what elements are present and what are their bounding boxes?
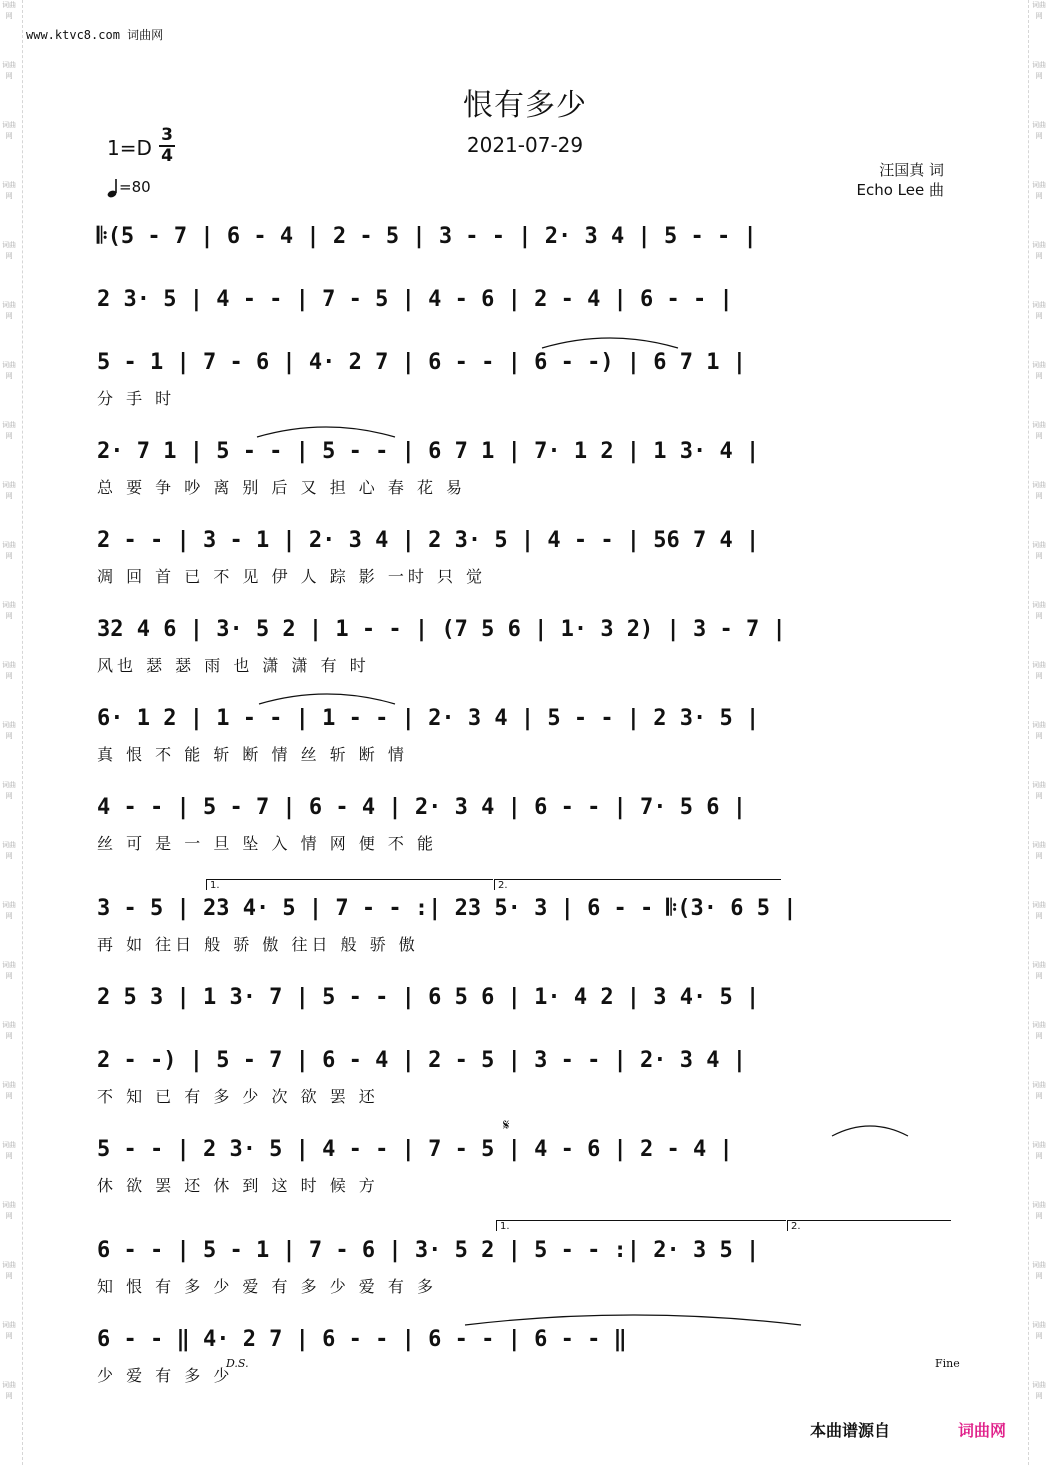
watermark-text: 词曲网 [1032, 1261, 1046, 1280]
volta-first: 1. [206, 879, 493, 890]
notation-line: 32 4 6 | 3· 5 2 | 1 - - | (7 5 6 | 1· 3 2) | 3 - 7 | [97, 617, 786, 642]
tie-arc [463, 1311, 803, 1327]
watermark-text: 词曲网 [1032, 181, 1046, 200]
watermark-text: 词曲网 [2, 661, 16, 680]
watermark-text: 词曲网 [1032, 421, 1046, 440]
ds-mark: D.S. [226, 1357, 249, 1370]
quarter-note-icon [107, 178, 119, 198]
lyrics-line: 不 知 已 有 多 少 次 欲 罢 还 [97, 1087, 379, 1106]
watermark-text: 词曲网 [2, 1201, 16, 1220]
lyrics-line: 凋 回 首 已 不 见 伊 人 踪 影 一时 只 觉 [97, 567, 487, 586]
notation-line: 6 - - ‖ 4· 2 7 | 6 - - | 6 - - | 6 - - ‖ [97, 1327, 627, 1352]
composer: Echo Lee 曲 [856, 181, 944, 199]
watermark-text: 词曲网 [2, 961, 16, 980]
watermark-text: 词曲网 [2, 1381, 16, 1400]
watermark-text: 词曲网 [2, 181, 16, 200]
right-margin-line [1028, 0, 1029, 1465]
watermark-text: 词曲网 [2, 241, 16, 260]
key-signature: 1=D [107, 136, 152, 160]
time-top: 3 [161, 125, 173, 145]
footer-source: 本曲谱源自 [810, 1421, 891, 1440]
watermark-text: 词曲网 [2, 121, 16, 140]
watermark-text: 词曲网 [1032, 781, 1046, 800]
tempo-value: =80 [119, 178, 151, 196]
watermark-text: 词曲网 [2, 1081, 16, 1100]
watermark-text: 词曲网 [2, 61, 16, 80]
watermark-text: 词曲网 [1032, 1081, 1046, 1100]
watermark-text: 词曲网 [2, 901, 16, 920]
notation-line: 2 3· 5 | 4 - - | 7 - 5 | 4 - 6 | 2 - 4 | 6 - - | [97, 287, 733, 312]
watermark-text: 词曲网 [1032, 1141, 1046, 1160]
notation-line: 2 5 3 | 1 3· 7 | 5 - - | 6 5 6 | 1· 4 2 | 3 4· 5 | [97, 985, 760, 1010]
watermark-text: 词曲网 [1032, 721, 1046, 740]
lyricist: 汪国真 词 [879, 161, 944, 179]
watermark-text: 词曲网 [1032, 361, 1046, 380]
watermark-text: 词曲网 [1032, 1381, 1046, 1400]
notation-line: 5 - - | 2 3· 5 | 4 - - | 7 - 5 | 4 - 6 | 2 - 4 | [97, 1137, 733, 1162]
watermark-column-right [1032, 0, 1046, 1465]
footer-brand[interactable]: 词曲网 [958, 1421, 1007, 1440]
time-bottom: 4 [161, 146, 173, 166]
watermark-text: 词曲网 [1032, 1, 1046, 20]
watermark-text: 词曲网 [1032, 1321, 1046, 1340]
song-date: 2021-07-29 [466, 133, 584, 157]
time-signature [158, 126, 176, 166]
notation-line: 4 - - | 5 - 7 | 6 - 4 | 2· 3 4 | 6 - - | 7· 5 6 | [97, 795, 747, 820]
watermark-text: 词曲网 [1032, 481, 1046, 500]
lyrics-line: 总 要 争 吵 离 别 后 又 担 心 春 花 易 [97, 478, 467, 497]
watermark-text: 词曲网 [2, 721, 16, 740]
left-margin-line [22, 0, 23, 1465]
lyrics-line: 风也 瑟 瑟 雨 也 潇 潇 有 时 [97, 656, 370, 675]
fine-mark: Fine [935, 1357, 960, 1370]
tie-arc [257, 690, 397, 706]
lyrics-line: 再 如 往日 般 骄 傲 往日 般 骄 傲 [97, 935, 419, 954]
watermark-text: 词曲网 [2, 301, 16, 320]
watermark-text: 词曲网 [2, 1, 16, 20]
watermark-text: 词曲网 [2, 1261, 16, 1280]
watermark-text: 词曲网 [2, 361, 16, 380]
watermark-text: 词曲网 [2, 421, 16, 440]
watermark-text: 词曲网 [1032, 1201, 1046, 1220]
lyrics-line: 分 手 时 [97, 389, 176, 408]
notation-line: 𝄆(5 - 7 | 6 - 4 | 2 - 5 | 3 - - | 2· 3 4 | 5 - - | [97, 224, 757, 249]
watermark-column-left [2, 0, 16, 1465]
notation-line: 6· 1 2 | 1 - - | 1 - - | 2· 3 4 | 5 - - | 2 3· 5 | [97, 706, 760, 731]
site-url[interactable]: www.ktvc8.com 词曲网 [26, 28, 164, 42]
watermark-text: 词曲网 [2, 601, 16, 620]
watermark-text: 词曲网 [1032, 541, 1046, 560]
tie-arc [540, 334, 680, 350]
watermark-text: 词曲网 [1032, 901, 1046, 920]
watermark-text: 词曲网 [1032, 601, 1046, 620]
volta-second: 2. [494, 879, 781, 890]
watermark-text: 词曲网 [2, 541, 16, 560]
segno-icon: 𝄋 [503, 1116, 510, 1134]
notation-line: 2· 7 1 | 5 - - | 5 - - | 6 7 1 | 7· 1 2 | 1 3· 4 | [97, 439, 760, 464]
notation-line: 6 - - | 5 - 1 | 7 - 6 | 3· 5 2 | 5 - - :| 2· 3 5 | [97, 1238, 760, 1263]
song-title: 恨有多少 [463, 88, 587, 123]
notation-line: 5 - 1 | 7 - 6 | 4· 2 7 | 6 - - | 6 - -) | 6 7 1 | [97, 350, 747, 375]
tie-arc [830, 1122, 910, 1138]
watermark-text: 词曲网 [2, 481, 16, 500]
lyrics-line: 真 恨 不 能 斩 断 情 丝 斩 断 情 [97, 745, 408, 764]
volta-first: 1. [496, 1220, 786, 1231]
lyrics-line: 丝 可 是 一 旦 坠 入 情 网 便 不 能 [97, 834, 437, 853]
lyrics-line: 知 恨 有 多 少 爱 有 多 少 爱 有 多 [97, 1277, 437, 1296]
watermark-text: 词曲网 [1032, 301, 1046, 320]
volta-second: 2. [787, 1220, 951, 1231]
tempo-mark [107, 178, 151, 198]
watermark-text: 词曲网 [1032, 841, 1046, 860]
watermark-text: 词曲网 [2, 1021, 16, 1040]
watermark-text: 词曲网 [2, 841, 16, 860]
watermark-text: 词曲网 [1032, 961, 1046, 980]
notation-line: 3 - 5 | 23 4· 5 | 7 - - :| 23 5· 3 | 6 - - 𝄆(3· 6 5 | [97, 896, 797, 921]
watermark-text: 词曲网 [1032, 661, 1046, 680]
watermark-text: 词曲网 [2, 1141, 16, 1160]
watermark-text: 词曲网 [2, 781, 16, 800]
lyrics-line: 少 爱 有 多 少 [97, 1366, 234, 1385]
tie-arc [255, 423, 397, 439]
watermark-text: 词曲网 [1032, 61, 1046, 80]
watermark-text: 词曲网 [1032, 1021, 1046, 1040]
notation-line: 2 - -) | 5 - 7 | 6 - 4 | 2 - 5 | 3 - - | 2· 3 4 | [97, 1048, 747, 1073]
lyrics-line: 休 欲 罢 还 休 到 这 时 候 方 [97, 1176, 379, 1195]
watermark-text: 词曲网 [2, 1321, 16, 1340]
notation-line: 2 - - | 3 - 1 | 2· 3 4 | 2 3· 5 | 4 - - | 56 7 4 | [97, 528, 760, 553]
watermark-text: 词曲网 [1032, 241, 1046, 260]
watermark-text: 词曲网 [1032, 121, 1046, 140]
